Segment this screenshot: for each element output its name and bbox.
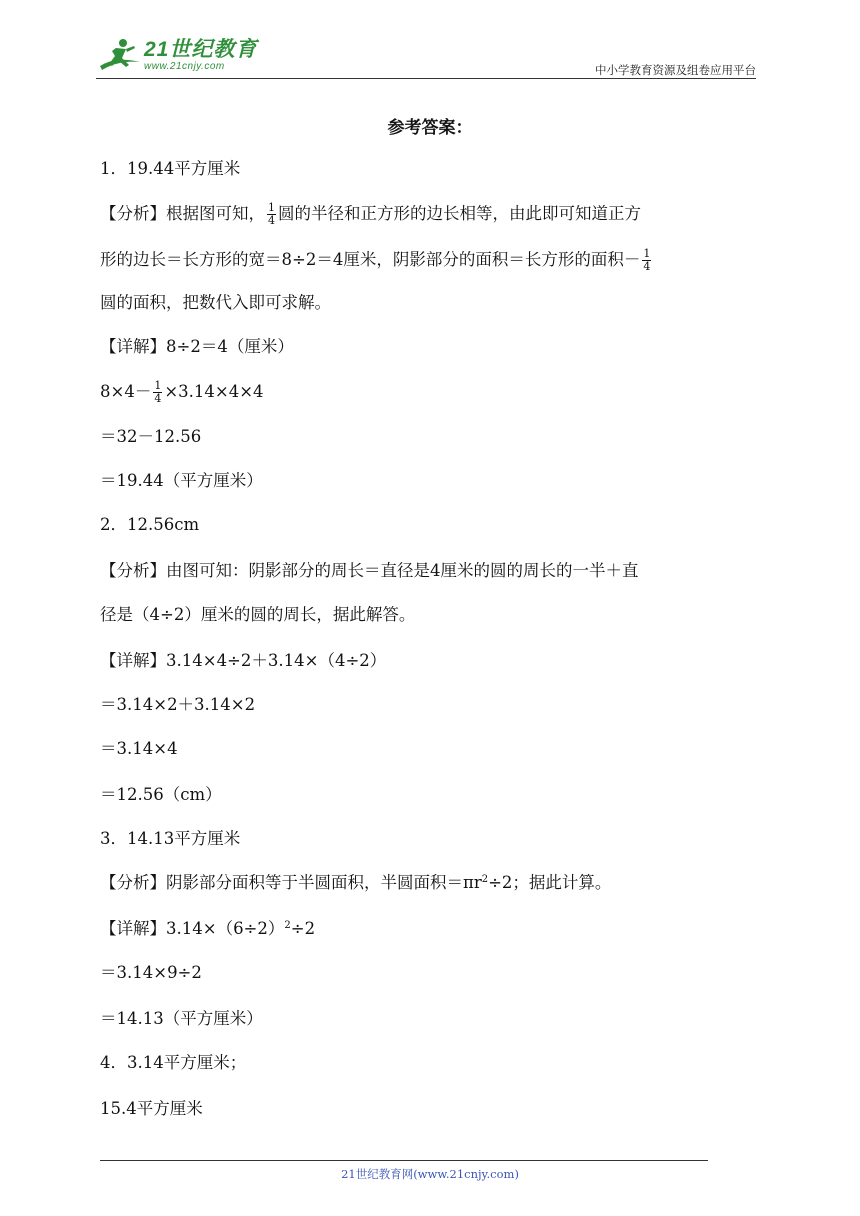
site-logo <box>96 36 257 78</box>
calc-1-line-3: ＝19.44（平方厘米） <box>100 471 263 490</box>
analysis-2-line-2: 径是（4÷2）厘米的圆的周长，据此解答。 <box>100 605 416 624</box>
logo-title: 21世纪教育 <box>144 38 258 61</box>
answer-4: 4．3.14平方厘米； <box>100 1053 247 1072</box>
footer-text: 21世纪教育网(www.21cnjy.com) <box>341 1167 519 1181</box>
calc-2-line-2: ＝3.14×4 <box>100 739 178 758</box>
detail-1: 【详解】8÷2＝4（厘米） <box>100 337 294 356</box>
detail-3: 【详解】$3.14\times(6\div 2)^2\div 2$ <box>100 919 316 938</box>
platform-name: 中小学教育资源及组卷应用平台 <box>595 63 756 77</box>
answer-1: 1．19.44平方厘米 <box>100 159 241 178</box>
header-divider <box>96 78 756 79</box>
analysis-1-line-3: 圆的面积，把数代入即可求解。 <box>100 293 331 312</box>
analysis-1-line-1: 【分析】根据图可知， $\frac{1}{4}$ 圆的半径和正方形的边长相等，由此即可知道正方 <box>100 201 641 227</box>
calc-1-line-1: 8×4－ $\frac{1}{4}$ ×3.14×4×4 <box>100 379 264 405</box>
answer-2: 2．12.56cm <box>100 515 200 534</box>
calc-3-line-1: ＝3.14×9÷2 <box>100 963 202 982</box>
answer-3: 3．14.13平方厘米 <box>100 829 241 848</box>
fraction-quarter: $\frac{1}{4}$ <box>154 379 162 405</box>
page-header <box>96 36 756 80</box>
calc-2-line-3: ＝12.56（cm） <box>100 785 222 804</box>
detail-2: 【详解】3.14×4÷2＋3.14×（4÷2） <box>100 651 387 670</box>
calc-2-line-1: ＝3.14×2＋3.14×2 <box>100 695 256 714</box>
analysis-1-line-2: 形的边长＝长方形的宽＝8÷2＝4厘米，阴影部分的面积＝长方形的面积－ $\frac{1}{4}$ <box>100 247 651 273</box>
page-title: 参考答案： <box>387 118 473 138</box>
fraction-quarter: $\frac{1}{4}$ <box>268 201 275 227</box>
logo-url: www.21cnjy.com <box>144 61 225 72</box>
calc-1-line-2: ＝32－12.56 <box>100 427 202 446</box>
calc-3-line-2: ＝14.13（平方厘米） <box>100 1009 263 1028</box>
fraction-quarter: $\frac{1}{4}$ <box>643 247 651 273</box>
runner-logo-icon <box>96 36 142 76</box>
footer-divider <box>100 1160 708 1161</box>
analysis-3: 【分析】阴影部分面积等于半圆面积，半圆面积$=\pi r^2\div 2$；据此计算。 <box>100 873 612 892</box>
analysis-2-line-1: 【分析】由图可知：阴影部分的周长＝直径是4厘米的圆的周长的一半＋直 <box>100 561 639 580</box>
answer-4-part-2: 15.4平方厘米 <box>100 1099 203 1118</box>
